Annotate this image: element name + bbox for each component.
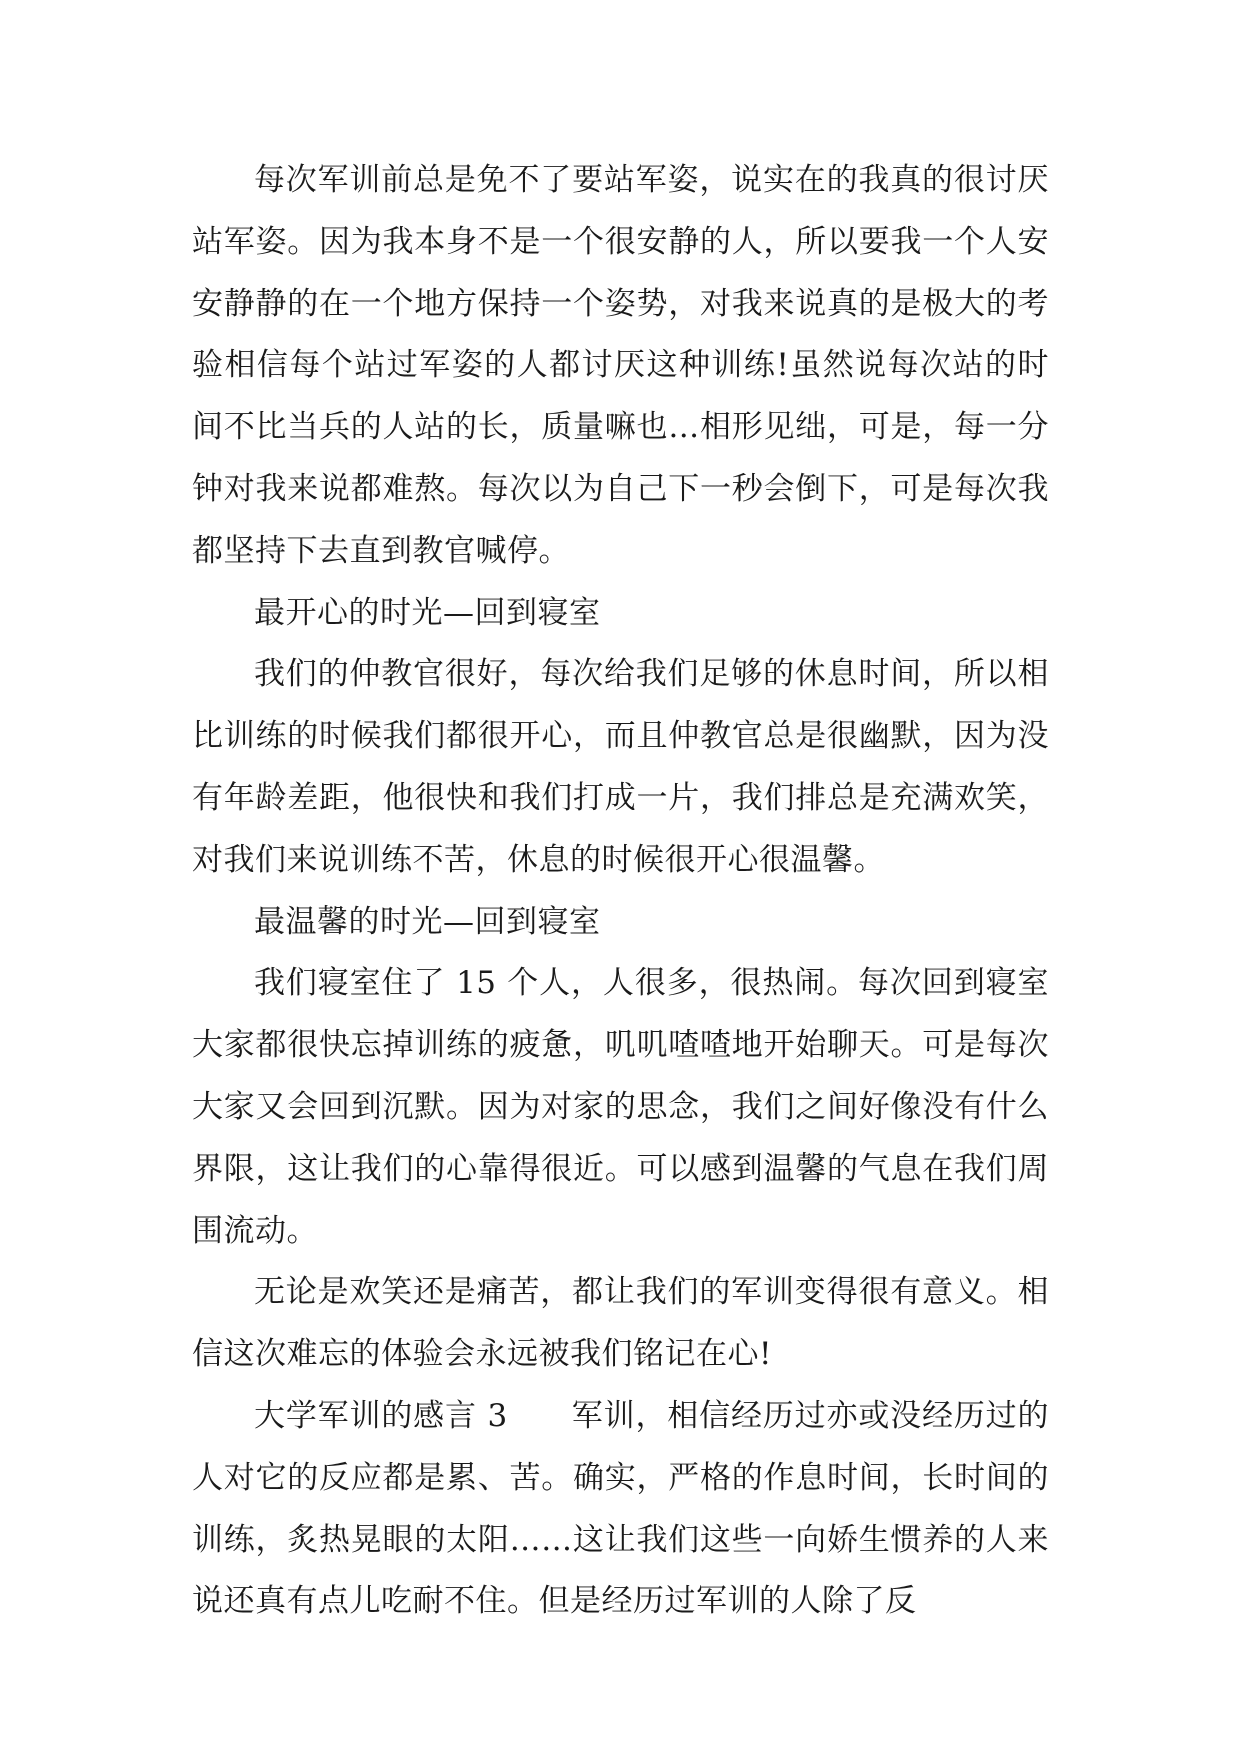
document-body — [192, 150, 1049, 1633]
paragraph-dormitory: 我们寝室住了 15 个人，人很多，很热闹。每次回到寝室大家都很快忘掉训练的疲惫，叽叽喳喳地开始聊天。可是每次大家又会回到沉默。因为对家的思念，我们之间好像没有什么界限，这让我们的心靠得很近。可以感到温馨的气息在我们周围流动。 — [192, 965, 1049, 1249]
paragraph-instructor: 我们的仲教官很好，每次给我们足够的休息时间，所以相比训练的时候我们都很开心，而且仲教官总是很幽默，因为没有年龄差距，他很快和我们打成一片，我们排总是充满欢笑，对我们来说训练不苦，休息的时候很开心很温馨。 — [192, 656, 1049, 878]
paragraph-conclusion: 无论是欢笑还是痛苦，都让我们的军训变得很有意义。相信这次难忘的体验会永远被我们铭记在心! — [192, 1274, 1049, 1373]
subtitle-happiest-time: 最开心的时光—回到寝室 — [254, 594, 601, 631]
paragraph-essay-3: 大学军训的感言 3 军训，相信经历过亦或没经历过的人对它的反应都是累、苦。确实，严格的作息时间，长时间的训练，炙热晃眼的太阳……这让我们这些一向娇生惯养的人来说还真有点儿吃耐不住。但是经历过军训的人除了反 — [192, 1397, 1049, 1620]
paragraph-standing-at-attention: 每次军训前总是免不了要站军姿，说实在的我真的很讨厌站军姿。因为我本身不是一个很安静的人，所以要我一个人安安静静的在一个地方保持一个姿势，对我来说真的是极大的考验相信每个站过军姿的人都讨厌这种训练!虽然说每次站的时间不比当兵的人站的长，质量嘛也…相形见绌，可是，每一分钟对我来说都难熬。每次以为自己下一秒会倒下，可是每次我都坚持下去直到教官喊停。 — [192, 162, 1049, 569]
subtitle-warmest-time: 最温馨的时光—回到寝室 — [254, 903, 601, 940]
